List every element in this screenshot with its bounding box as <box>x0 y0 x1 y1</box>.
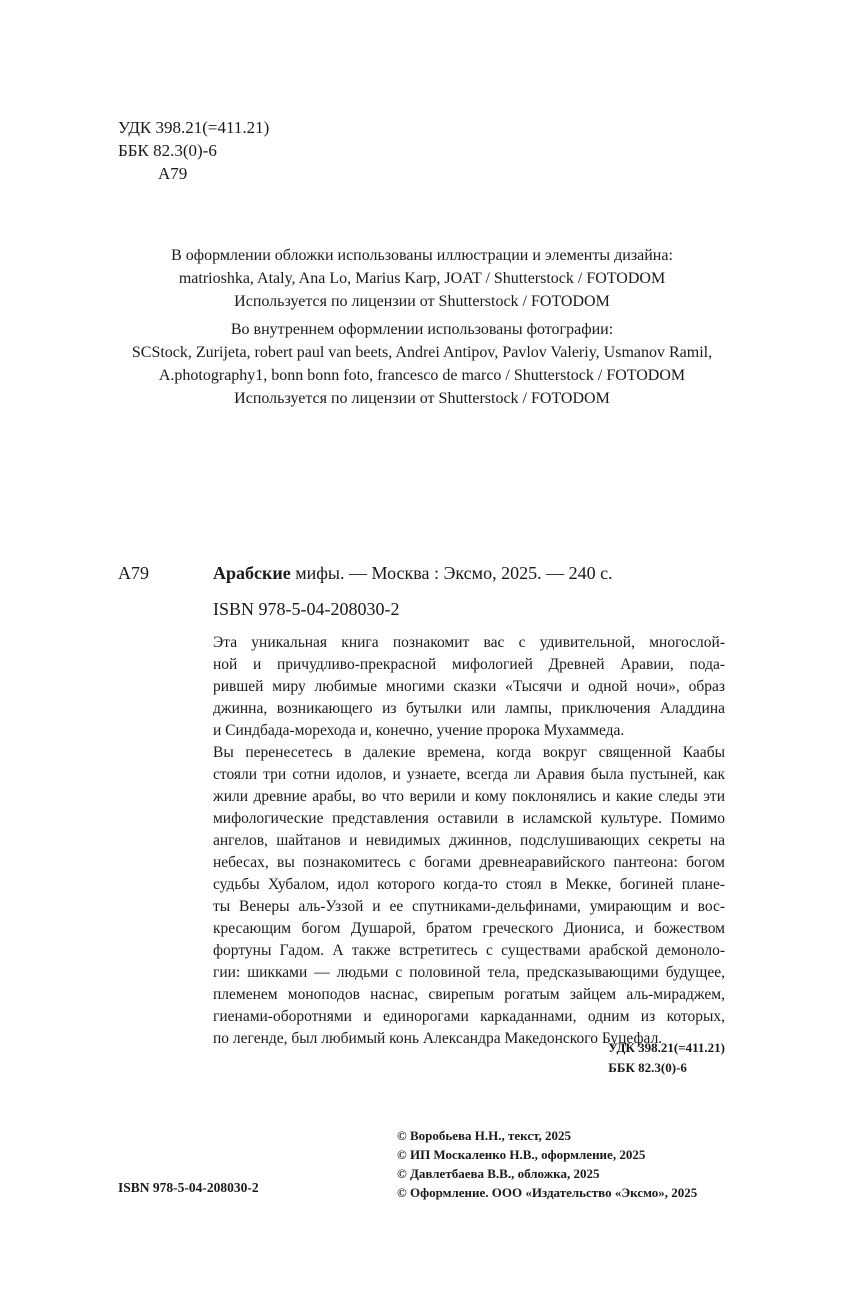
annotation-line: племенем моноподов наснас, свирепым рогатым зайцем аль-мираджем, <box>213 986 725 1003</box>
annotation-line: жили древние арабы, во что верили и кому поклонялись и какие следы эти <box>213 788 725 805</box>
copyright-block <box>397 1126 697 1202</box>
isbn-bottom: ISBN 978-5-04-208030-2 <box>118 1180 259 1195</box>
inner-credits <box>100 318 744 410</box>
annotation-line: небесах, вы познакомитесь с богами древнеаравийского пантеона: богом <box>213 854 725 871</box>
annotation-line: стояли три сотни идолов, и узнаете, всегда ли Аравия была пустыней, как <box>213 766 725 783</box>
annotation-line: Вы перенесетесь в далекие времена, когда вокруг священной Каабы <box>213 744 725 761</box>
copyright-line: © Воробьева Н.Н., текст, 2025 <box>397 1128 572 1143</box>
inner-credits-line: Во внутреннем оформлении использованы фотографии: <box>230 321 614 338</box>
copyright-line: © Давлетбаева В.В., обложка, 2025 <box>397 1166 600 1181</box>
udk-bottom-code: УДК 398.21(=411.21) <box>608 1040 725 1055</box>
annotation-line: гии: шикками — людьми с половиной тела, предсказывающими будущее, <box>213 964 725 981</box>
book-title-bold: Арабские <box>213 563 291 583</box>
author-mark-code: А79 <box>118 563 149 583</box>
copyright-line: © Оформление. ООО «Издательство «Эксмо», 2025 <box>397 1185 698 1200</box>
annotation-line: ты Венеры аль-Уззой и ее спутниками-дельфинами, умирающим и вос- <box>213 898 725 915</box>
annotation-line: рившей миру любимые многими сказки «Тысячи и одной ночи», образ <box>213 678 725 695</box>
inner-credits-line: Используется по лицензии от Shutterstock / FOTODOM <box>234 390 610 407</box>
cover-credits-line: matrioshka, Ataly, Ana Lo, Marius Karp, JOAT / Shutterstock / FOTODOM <box>178 270 666 287</box>
cover-credits <box>100 244 744 313</box>
cover-credits-line: Используется по лицензии от Shutterstock / FOTODOM <box>234 293 610 310</box>
annotation-line: гиенами-оборотнями и единорогами каркаданнами, одним из которых, <box>213 1008 725 1025</box>
inner-credits-line: SCStock, Zurijeta, robert paul van beets, Andrei Antipov, Pavlov Valeriy, Usmanov Ramil, <box>131 344 713 361</box>
bbk-code: ББК 82.3(0)-6 <box>118 141 217 160</box>
annotation-paragraph-2 <box>213 742 725 1050</box>
book-title <box>213 563 613 584</box>
inner-credits-line: A.photography1, bonn bonn foto, francesco de marco / Shutterstock / FOTODOM <box>158 367 686 384</box>
annotation-line: джинна, возникающего из бутылки или лампы, приключения Аладдина <box>213 700 725 717</box>
annotation-line: ангелов, шайтанов и невидимых джиннов, подслушивающих секреты на <box>213 832 725 849</box>
udk-code: УДК 398.21(=411.21) <box>118 118 270 137</box>
annotation <box>213 632 725 1050</box>
author-mark: А79 <box>158 164 188 183</box>
annotation-paragraph-1 <box>213 632 725 742</box>
annotation-line: и Синдбада-морехода и, конечно, учение пророка Мухаммеда. <box>213 722 625 739</box>
udk-bottom <box>608 1038 725 1078</box>
annotation-line: по легенде, был любимый конь Александра Македонского Буцефал. <box>213 1030 663 1047</box>
annotation-line: Эта уникальная книга познакомит вас с удивительной, многослой- <box>213 634 725 651</box>
udk-block <box>118 116 269 185</box>
annotation-line: ной и причудливо-прекрасной мифологией Древней Аравии, пода- <box>213 656 725 673</box>
annotation-line: кресающим богом Душарой, братом греческого Диониса, и божеством <box>213 920 725 937</box>
book-title-rest: мифы. — Москва : Эксмо, 2025. — 240 с. <box>290 563 613 583</box>
copyright-line: © ИП Москаленко Н.В., оформление, 2025 <box>397 1147 646 1162</box>
isbn-main: ISBN 978-5-04-208030-2 <box>213 599 400 619</box>
annotation-line: мифологические представления оставили в исламской культуре. Помимо <box>213 810 725 827</box>
bbk-bottom-code: ББК 82.3(0)-6 <box>608 1060 687 1075</box>
annotation-line: фортуны Гадом. А также встретитесь с существами арабской демоноло- <box>213 942 725 959</box>
annotation-line: судьбы Хубалом, идол которого когда-то стоял в Мекке, богиней плане- <box>213 876 725 893</box>
cover-credits-line: В оформлении обложки использованы иллюстрации и элементы дизайна: <box>171 247 673 264</box>
